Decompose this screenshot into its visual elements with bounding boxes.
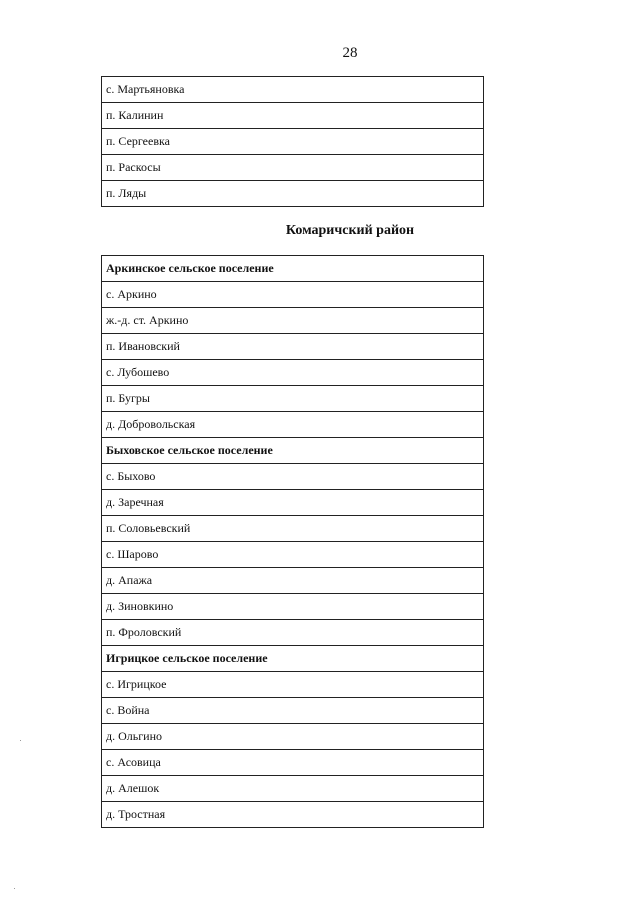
table-row bbox=[102, 516, 484, 542]
table-row bbox=[102, 802, 484, 828]
settlement-group-row bbox=[102, 646, 484, 672]
table-row bbox=[102, 620, 484, 646]
locality-name: д. Апажа bbox=[102, 568, 484, 594]
locality-name: с. Мартьяновка bbox=[102, 77, 484, 103]
settlements-table-continued bbox=[101, 76, 484, 207]
locality-name: с. Аркино bbox=[102, 282, 484, 308]
table-row bbox=[102, 464, 484, 490]
section-title: Комаричский район bbox=[285, 223, 415, 238]
locality-name: п. Ляды bbox=[102, 181, 484, 207]
locality-name: п. Калинин bbox=[102, 103, 484, 129]
settlement-group-name: Аркинское сельское поселение bbox=[102, 256, 484, 282]
locality-name: п. Сергеевка bbox=[102, 129, 484, 155]
table-row bbox=[102, 412, 484, 438]
table-row bbox=[102, 386, 484, 412]
table-row bbox=[102, 594, 484, 620]
locality-name: с. Быхово bbox=[102, 464, 484, 490]
settlement-group-name: Игрицкое сельское поселение bbox=[102, 646, 484, 672]
locality-name: д. Алешок bbox=[102, 776, 484, 802]
table-body bbox=[102, 256, 484, 828]
table-row bbox=[102, 672, 484, 698]
table-row bbox=[102, 129, 484, 155]
locality-name: п. Фроловский bbox=[102, 620, 484, 646]
locality-name: д. Ольгино bbox=[102, 724, 484, 750]
table-row bbox=[102, 776, 484, 802]
locality-name: д. Тростная bbox=[102, 802, 484, 828]
table-body bbox=[102, 77, 484, 207]
table-row bbox=[102, 360, 484, 386]
locality-name: д. Добровольская bbox=[102, 412, 484, 438]
locality-name: ж.-д. ст. Аркино bbox=[102, 308, 484, 334]
table-row bbox=[102, 103, 484, 129]
locality-name: с. Асовица bbox=[102, 750, 484, 776]
page-number: 28 bbox=[342, 45, 358, 61]
table-row bbox=[102, 724, 484, 750]
table-row bbox=[102, 568, 484, 594]
locality-name: д. Заречная bbox=[102, 490, 484, 516]
table-row bbox=[102, 181, 484, 207]
table-row bbox=[102, 282, 484, 308]
locality-name: п. Раскосы bbox=[102, 155, 484, 181]
table-row bbox=[102, 750, 484, 776]
locality-name: с. Лубошево bbox=[102, 360, 484, 386]
table-row bbox=[102, 334, 484, 360]
table-row bbox=[102, 308, 484, 334]
table-row bbox=[102, 155, 484, 181]
table-row bbox=[102, 490, 484, 516]
locality-name: с. Игрицкое bbox=[102, 672, 484, 698]
locality-name: п. Ивановский bbox=[102, 334, 484, 360]
locality-name: п. Соловьевский bbox=[102, 516, 484, 542]
table-row bbox=[102, 542, 484, 568]
table-row bbox=[102, 698, 484, 724]
settlement-group-row bbox=[102, 256, 484, 282]
locality-name: д. Зиновкино bbox=[102, 594, 484, 620]
margin-mark bbox=[20, 740, 21, 741]
settlement-group-name: Быховское сельское поселение bbox=[102, 438, 484, 464]
settlements-table-komarichsky bbox=[101, 255, 484, 828]
margin-mark bbox=[14, 888, 15, 889]
locality-name: п. Бугры bbox=[102, 386, 484, 412]
table-row bbox=[102, 77, 484, 103]
settlement-group-row bbox=[102, 438, 484, 464]
locality-name: с. Шарово bbox=[102, 542, 484, 568]
locality-name: с. Война bbox=[102, 698, 484, 724]
